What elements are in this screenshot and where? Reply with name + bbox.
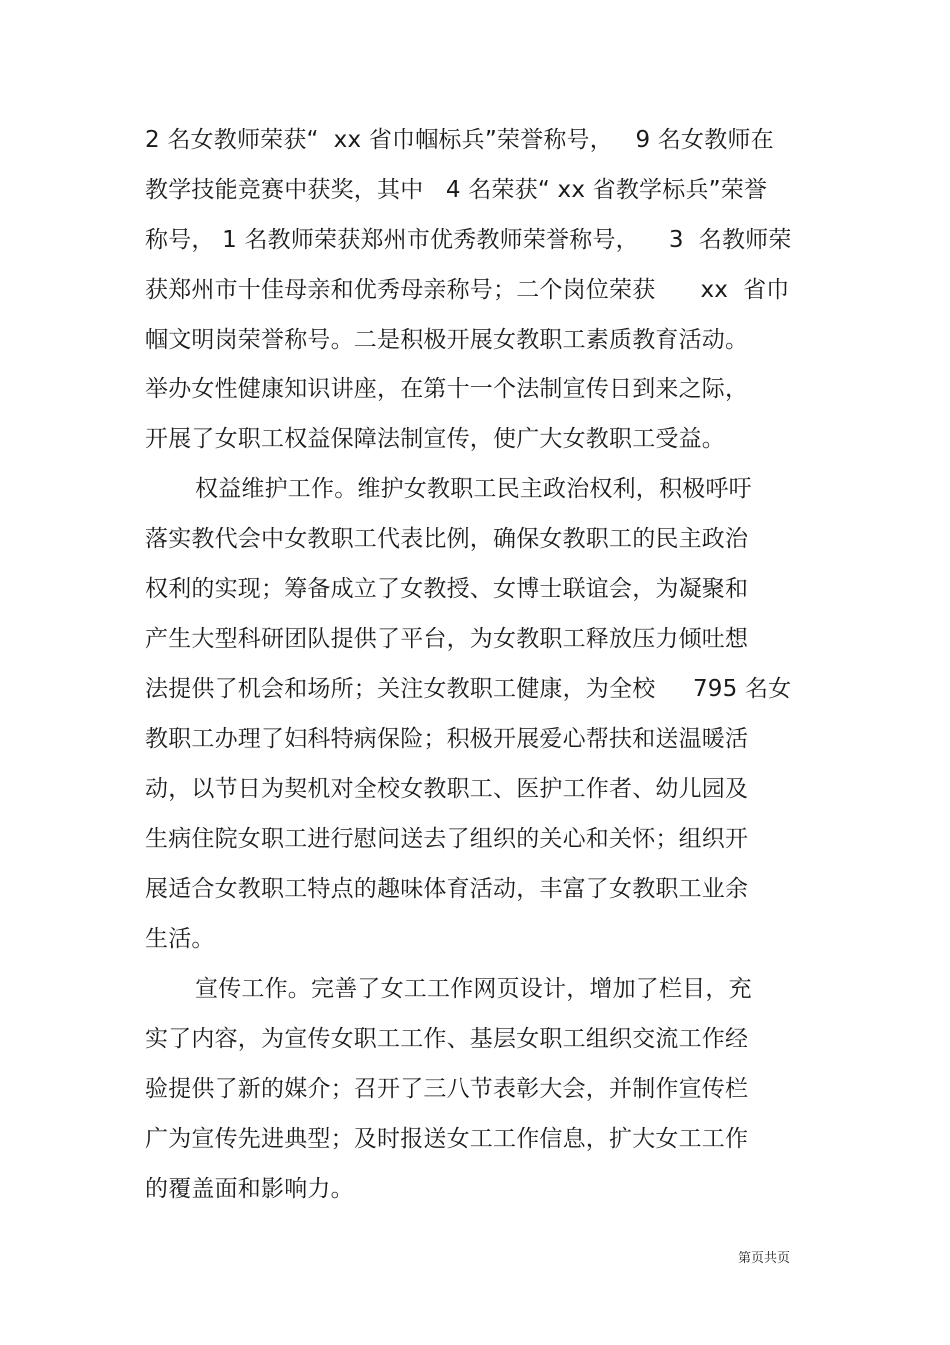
paragraph-line: 教学技能竞赛中获奖，其中 4 名荣获“ xx 省教学标兵”荣誉	[145, 177, 768, 203]
paragraph-line: 开展了女职工权益保障法制宣传，使广大女教职工受益。	[145, 426, 725, 452]
paragraph-line: 落实教代会中女教职工代表比例，确保女教职工的民主政治	[145, 526, 749, 552]
paragraph-line: 产生大型科研团队提供了平台，为女教职工释放压力倾吐想	[145, 626, 749, 652]
paragraph-line: 获郑州市十佳母亲和优秀母亲称号；二个岗位荣获 xx 省巾	[145, 277, 790, 303]
paragraph-line: 广为宣传先进典型；及时报送女工工作信息，扩大女工工作	[145, 1126, 749, 1152]
paragraph-line: 称号， 1 名教师荣获郑州市优秀教师荣誉称号， 3 名教师荣	[145, 227, 792, 253]
paragraph-line: 生病住院女职工进行慰问送去了组织的关心和关怀；组织开	[145, 826, 749, 852]
paragraph-first-line: 权益维护工作。维护女教职工民主政治权利，积极呼吁	[195, 476, 752, 502]
page-footer: 第页共页	[738, 1251, 791, 1266]
paragraph-line: 教职工办理了妇科特病保险；积极开展爱心帮扶和送温暖活	[145, 726, 749, 752]
paragraph-line: 展适合女教职工特点的趣味体育活动，丰富了女教职工业余	[145, 876, 749, 902]
paragraph-line: 2 名女教师荣获“ xx 省巾帼标兵”荣誉称号， 9 名女教师在	[145, 127, 774, 153]
paragraph-line: 的覆盖面和影响力。	[145, 1176, 354, 1202]
paragraph-first-line: 宣传工作。完善了女工工作网页设计，增加了栏目，充	[195, 976, 752, 1002]
paragraph-line: 生活。	[145, 926, 215, 952]
paragraph-line: 法提供了机会和场所；关注女教职工健康，为全校 795 名女	[145, 676, 792, 702]
paragraph-line: 实了内容，为宣传女职工工作、基层女职工组织交流工作经	[145, 1026, 749, 1052]
paragraph-line: 动，以节日为契机对全校女教职工、医护工作者、幼儿园及	[145, 776, 749, 802]
paragraph-line: 举办女性健康知识讲座，在第十一个法制宣传日到来之际，	[145, 376, 749, 402]
paragraph-line: 帼文明岗荣誉称号。二是积极开展女教职工素质教育活动。	[145, 327, 749, 353]
paragraph-line: 验提供了新的媒介；召开了三八节表彰大会，并制作宣传栏	[145, 1076, 749, 1102]
paragraph-line: 权利的实现；筹备成立了女教授、女博士联谊会，为凝聚和	[145, 576, 749, 602]
